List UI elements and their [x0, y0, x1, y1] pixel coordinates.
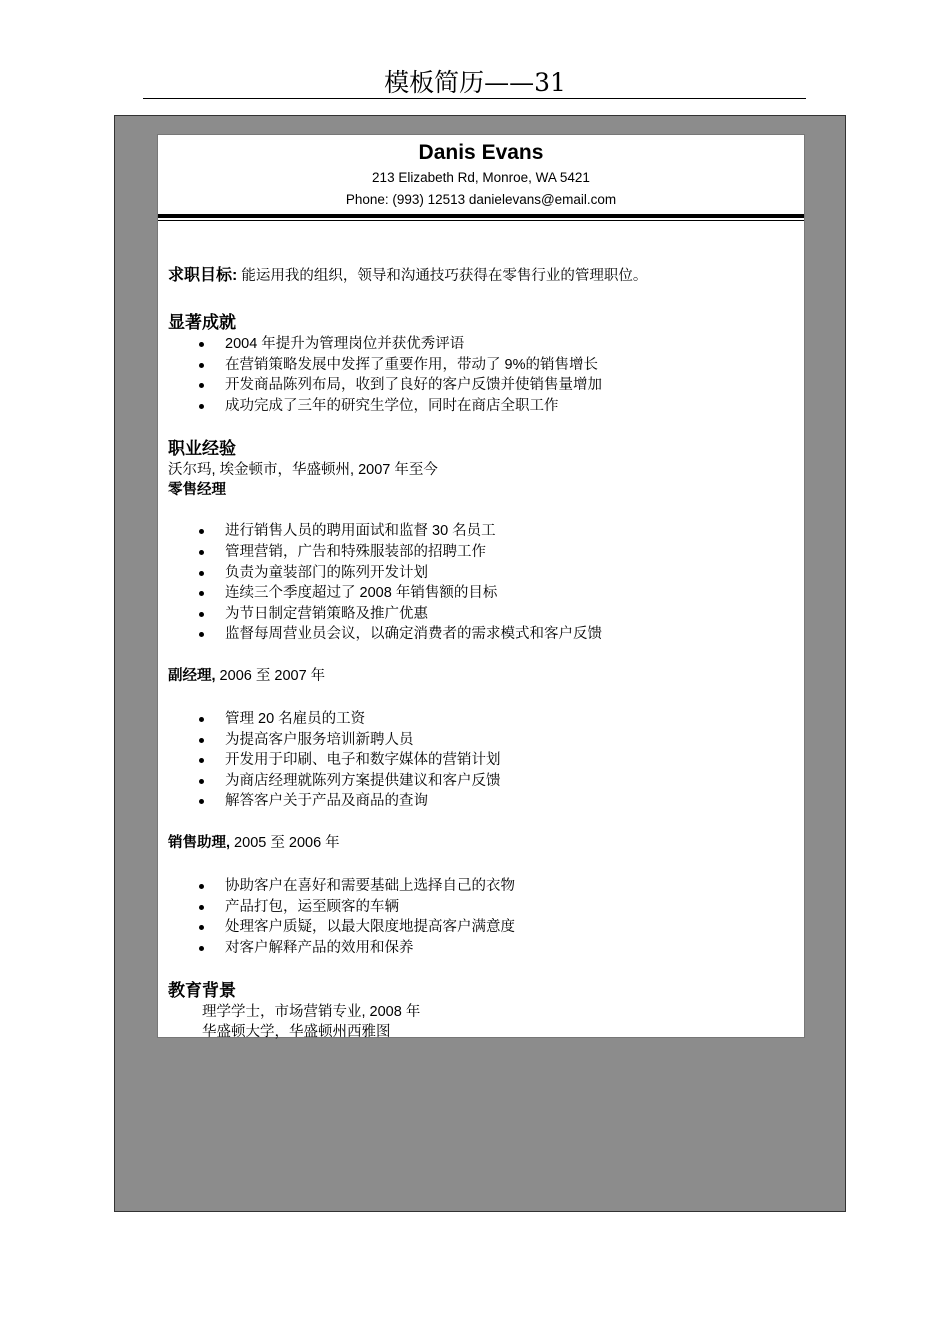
header-divider [158, 214, 804, 222]
list-item: 协助客户在喜好和需要基础上选择自己的衣物 [168, 876, 794, 897]
list-item: 处理客户质疑，以最大限度地提高客户满意度 [168, 917, 794, 938]
achievements-list [168, 334, 794, 416]
list-item: 产品打包，运至顾客的车辆 [168, 897, 794, 918]
assistant-manager-duties [168, 709, 794, 812]
objective-label: 求职目标: [168, 267, 238, 284]
list-item: 连续三个季度超过了 2008 年销售额的目标 [168, 583, 794, 604]
resume-sheet [157, 134, 805, 1041]
job-title-retail-manager: 零售经理 [168, 482, 226, 499]
list-item: 管理 20 名雇员的工资 [168, 709, 794, 730]
job-assistant-manager [168, 666, 794, 686]
list-item: 2004 年提升为管理岗位并获优秀评语 [168, 334, 794, 355]
candidate-contact: Phone: (993) 12513 danielevans@email.com [345, 192, 617, 207]
list-item: 监督每周营业员会议，以确定消费者的需求模式和客户反馈 [168, 624, 794, 645]
objective-text: 能运用我的组织，领导和沟通技巧获得在零售行业的管理职位。 [237, 268, 648, 284]
list-item: 进行销售人员的聘用面试和监督 30 名员工 [168, 521, 794, 542]
list-item: 为提高客户服务培训新聘人员 [168, 730, 794, 751]
title-underline [143, 98, 806, 99]
list-item: 开发商品陈列布局，收到了良好的客户反馈并使销售量增加 [168, 375, 794, 396]
job-period-sales-assistant: 2005 至 2006 年 [230, 834, 340, 851]
retail-manager-duties [168, 521, 794, 645]
header-divider-thin [158, 220, 804, 221]
education-school: 华盛顿大学，华盛顿州西雅图 [202, 1024, 391, 1041]
list-item: 开发用于印刷、电子和数字媒体的营销计划 [168, 750, 794, 771]
header-divider-thick [158, 214, 804, 218]
list-item: 解答客户关于产品及商品的查询 [168, 791, 794, 812]
candidate-name: Danis Evans [418, 141, 544, 164]
employer-line: 沃尔玛, 埃金顿市，华盛顿州, 2007 年至今 [168, 462, 438, 479]
resume-header [158, 139, 804, 211]
list-item: 为商店经理就陈列方案提供建议和客户反馈 [168, 771, 794, 792]
list-item: 成功完成了三年的研究生学位，同时在商店全职工作 [168, 396, 794, 417]
sales-assistant-duties [168, 876, 794, 958]
list-item: 负责为童装部门的陈列开发计划 [168, 563, 794, 584]
candidate-address: 213 Elizabeth Rd, Monroe, WA 5421 [372, 170, 590, 185]
page-title: 模板简历——31 [384, 68, 566, 97]
job-title-assistant-manager: 副经理, [168, 667, 216, 684]
education-degree: 理学学士，市场营销专业, 2008 年 [202, 1004, 421, 1021]
list-item: 对客户解释产品的效用和保养 [168, 938, 794, 959]
list-item: 为节日制定营销策略及推广优惠 [168, 604, 794, 625]
list-item: 在营销策略发展中发挥了重要作用，带动了 9%的销售增长 [168, 355, 794, 376]
experience-heading: 职业经验 [168, 439, 236, 459]
resume-body [158, 266, 804, 1042]
job-period-assistant-manager: 2006 至 2007 年 [215, 667, 326, 684]
list-item: 管理营销，广告和特殊服装部的招聘工作 [168, 542, 794, 563]
education-heading: 教育背景 [168, 981, 236, 1001]
achievements-heading: 显著成就 [168, 313, 236, 332]
job-sales-assistant [168, 833, 794, 853]
job-title-sales-assistant: 销售助理, [168, 834, 231, 851]
objective [168, 266, 794, 286]
